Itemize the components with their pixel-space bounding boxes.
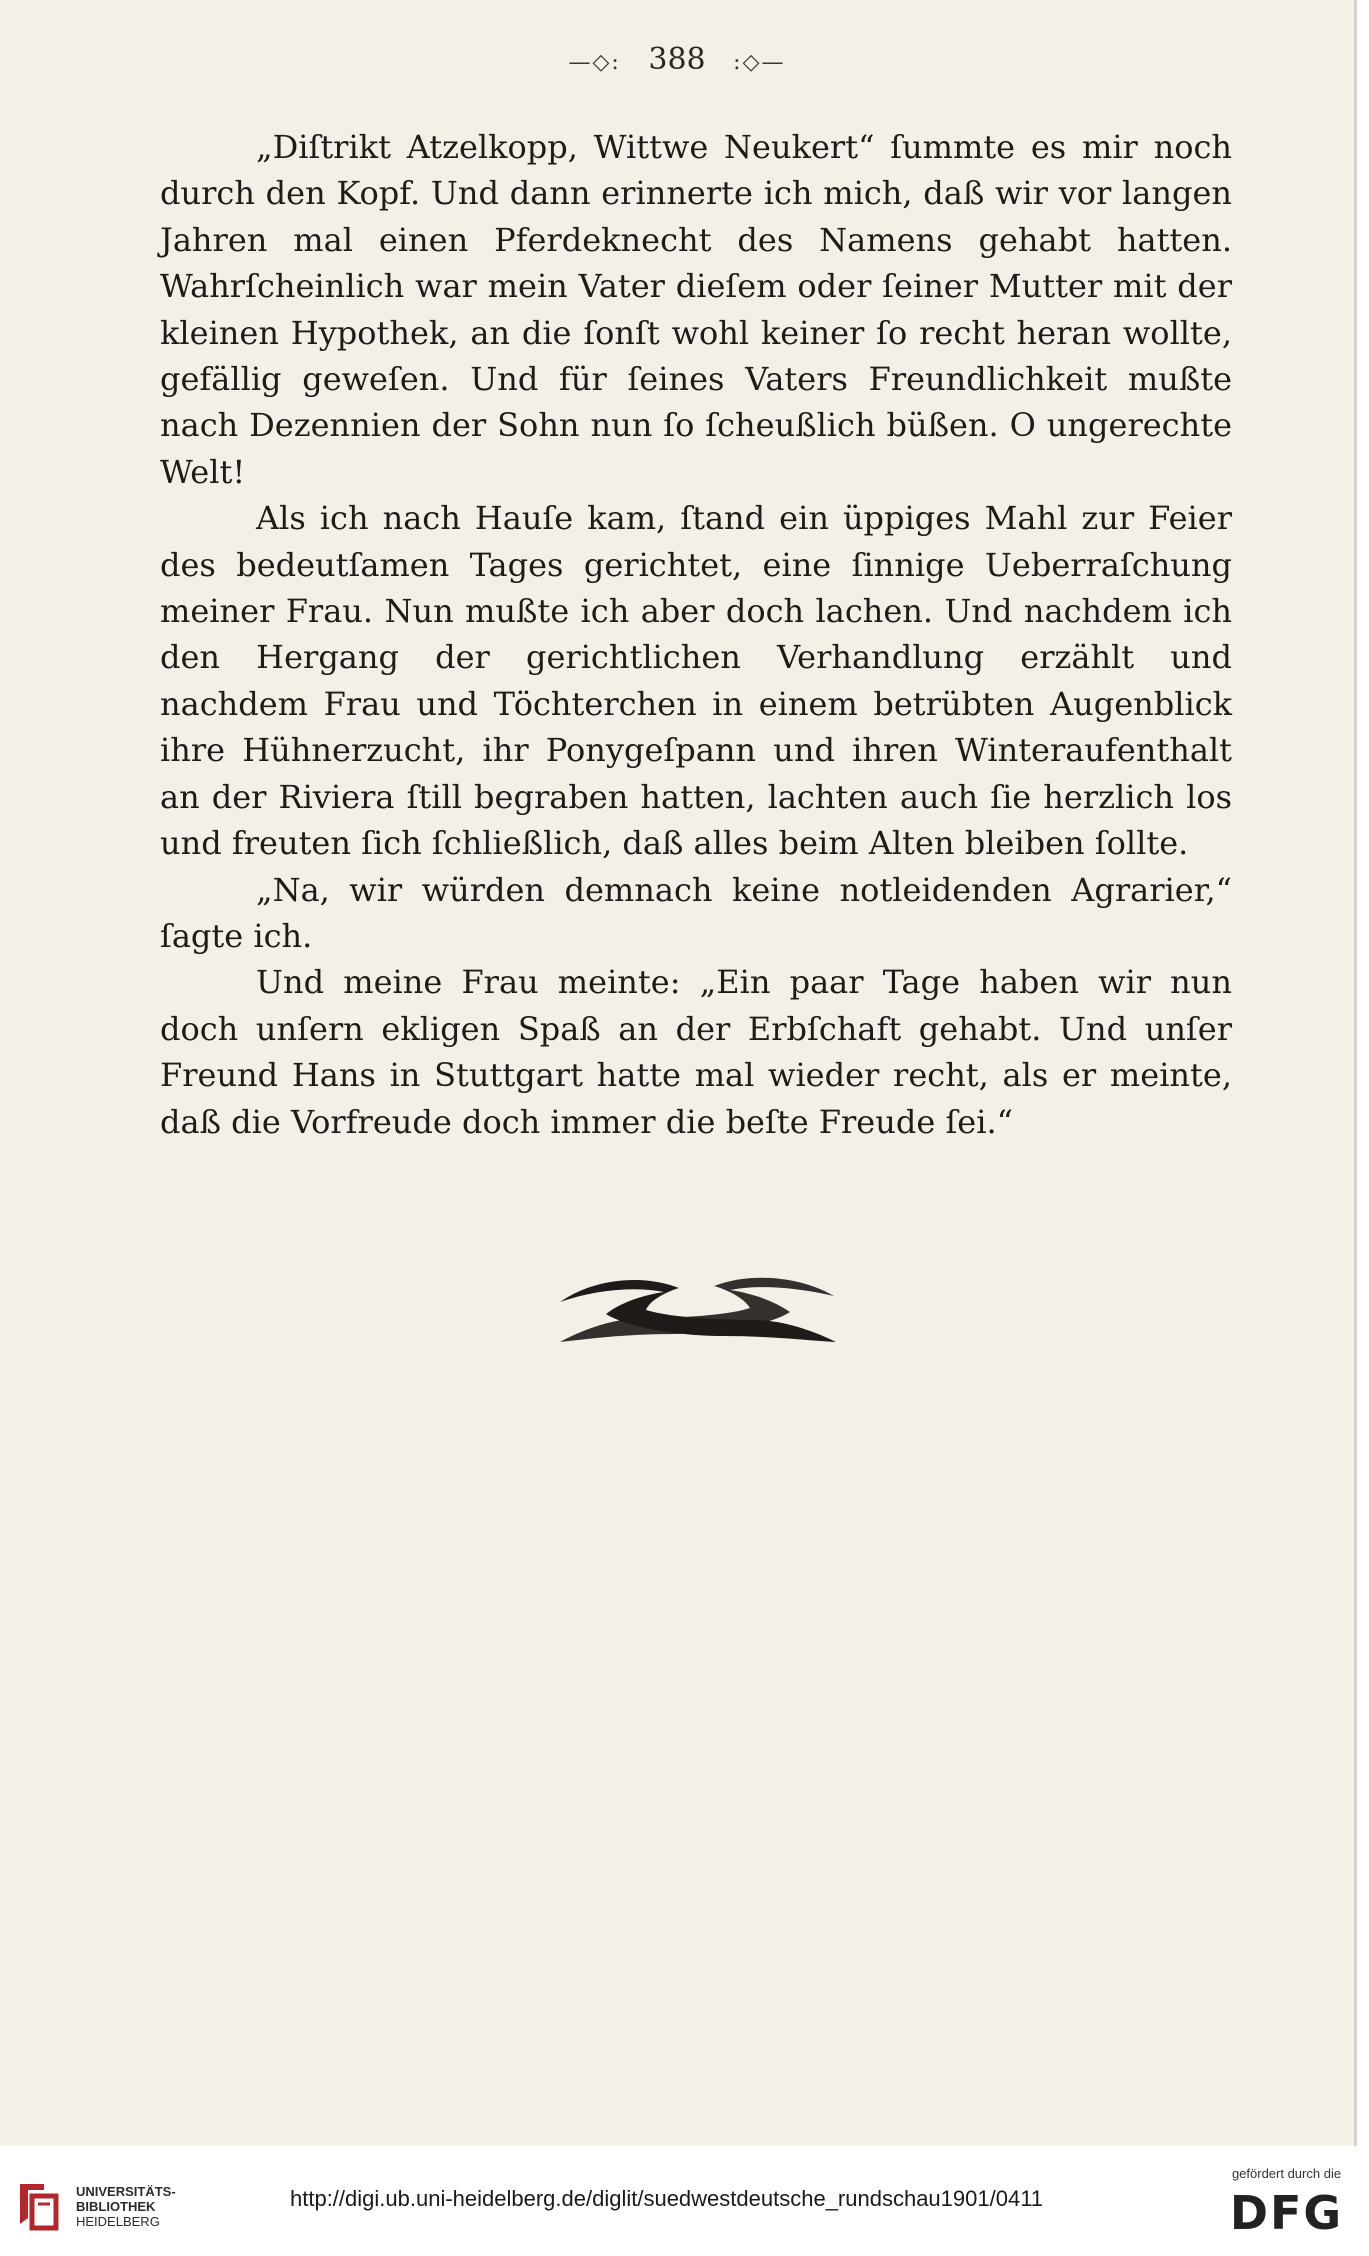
paragraph-3: „Na, wir würden demnach keine notleidenden Agrarier,“ ſagte ich. [160,870,1232,955]
library-name-line-1: UNIVERSITÄTS- [76,2184,176,2199]
footer-bar [0,2146,1369,2256]
page-number-ornament-right: :◇— [733,50,786,75]
library-name-line-2: BIBLIOTHEK [76,2199,156,2214]
dfg-logo-icon: DFG [1229,2186,1344,2240]
paragraph-1: „Diſtrikt Atzelkopp, Wittwe Neukert“ ſummte es mir noch durch den Kopf. Und dann erinnerte ich mich, daß wir vor langen Jahren mal einen Pferdeknecht des Namens gehabt hatten. Wahrſcheinlich war mein Vater dieſem oder ſeiner Mutter mit der kleinen Hypothek, an die ſonſt wohl keiner ſo recht heran wollte, gefällig geweſen. Und für ſeines Vaters Freundlichkeit mußte nach Dezennien der Sohn nun ſo ſcheußlich büßen. O ungerechte Welt! [160,128,1232,491]
dfg-logo[interactable] [1214,2166,1359,2248]
funded-by-label: gefördert durch die [1231,2166,1342,2181]
page-header [0,42,1354,77]
body-text [160,124,1232,1145]
ub-heidelberg-logo-icon [14,2174,64,2234]
paragraph-4: Und meine Frau meinte: „Ein paar Tage haben wir nun doch unſern ekligen Spaß an der Erbſchaft gehabt. Und unſer Freund Hans in Stuttgart hatte mal wieder recht, als er meinte, daß die Vorfreude doch immer die beſte Freude ſei.“ [160,963,1232,1141]
library-name [76,2184,176,2229]
source-url-link[interactable]: http://digi.ub.uni-heidelberg.de/diglit/suedwestdeutsche_rundschau1901/0411 [290,2186,1044,2211]
vignette-ornament-icon [554,1270,840,1346]
paragraph-2: Als ich nach Hauſe kam, ſtand ein üppiges Mahl zur Feier des bedeutſamen Tages gerichtet, eine ſinnige Ueberraſchung meiner Frau. Nun mußte ich aber doch lachen. Und nachdem ich den Hergang der gerichtlichen Verhandlung erzählt und nachdem Frau und Töchterchen in einem betrübten Augenblick ihre Hühnerzucht, ihr Ponygeſpann und ihren Winteraufenthalt an der Riviera ſtill begraben hatten, lachten auch ſie herzlich los und freuten ſich ſchließlich, daß alles beim Alten bleiben ſollte. [160,499,1232,863]
page-number: 388 [648,42,706,77]
library-logo[interactable] [14,2174,174,2238]
page-number-ornament-left: —◇: [568,50,621,75]
library-name-line-3: HEIDELBERG [76,2214,160,2229]
